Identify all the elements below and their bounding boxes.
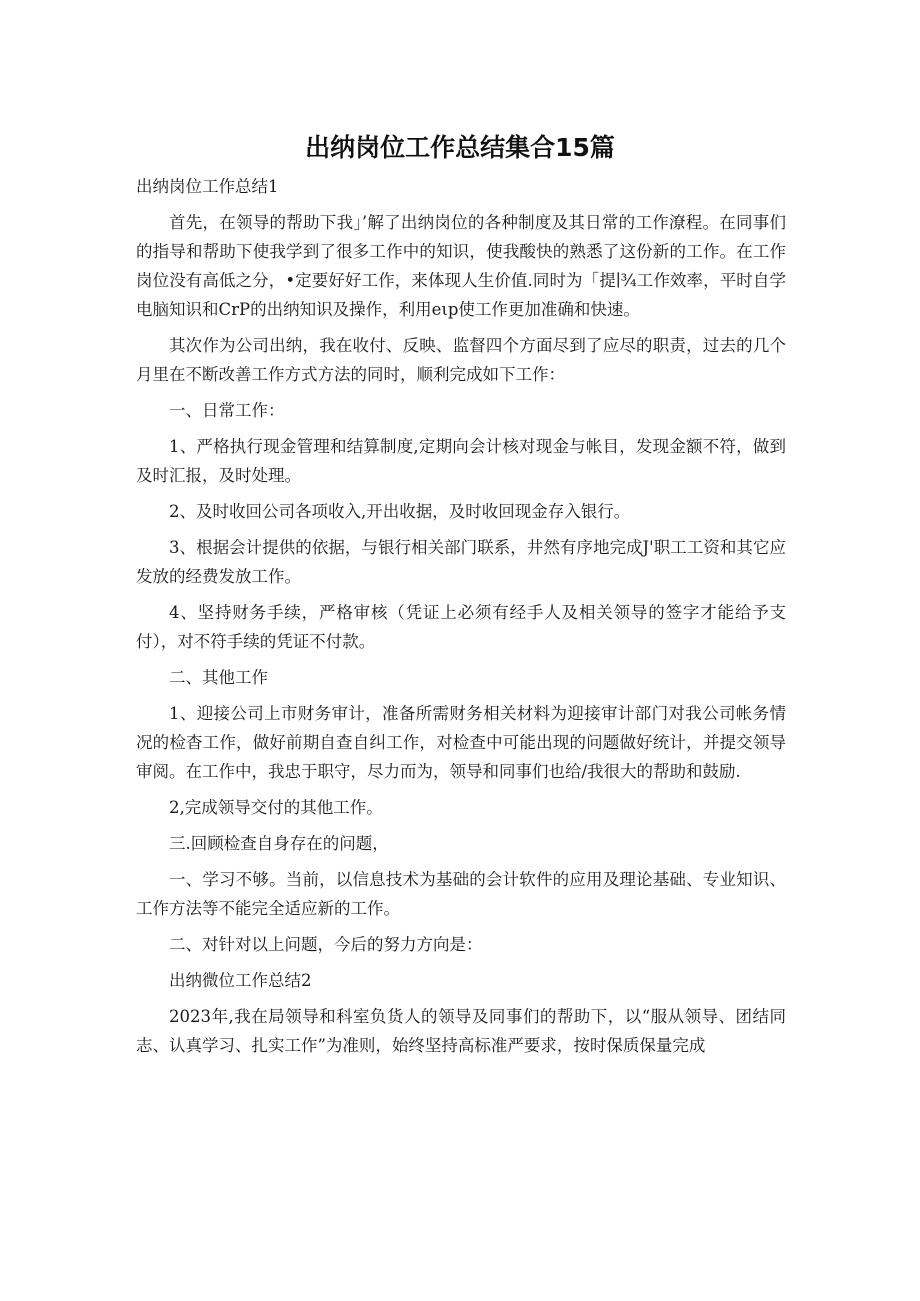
paragraph: 一、学习不够。当前，以信息技术为基础的会计软件的应用及理论基础、专业知识、工作方法等不能完全适应新的工作。	[136, 870, 786, 918]
paragraph: 2,完成领导交付的其他工作。	[169, 798, 383, 817]
paragraph: 1、迎接公司上市财务审计，准备所需财务相关材料为迎接审计部门对我公司帐务情况的检杳工作，做好前期自查自纠工作，对检查中可能出现的问题做好统计，并提交领导审阅。在工作中，我忠于职守，尽力而为，领导和同事们也给/我很大的帮助和鼓励.	[136, 704, 786, 781]
section-heading: 出纳岗位工作总结1	[136, 177, 279, 196]
document-body	[136, 172, 786, 1067]
paragraph: 二、对针对以上问题，今后的努力方向是：	[169, 935, 483, 954]
paragraph: 首先，在领导的帮助下我」’解了出纳岗位的各种制度及其日常的工作潦程。在同事们的指导和帮助下使我学到了很多工作中的知识，使我酸快的熟悉了这份新的工作。在工作岗位没有高低之分，•定要好好工作，来体现人生价值.同时为「提∣¾工作效率，平时自学电脑知识和CrP的出纳知识及操作，利用eιp使工作更加准确和快速。	[136, 213, 786, 319]
paragraph: 一、日常工作：	[169, 401, 285, 420]
paragraph: 其次作为公司出纳，我在收付、反映、监督四个方面尽到了应尽的职责，过去的几个月里在不断改善工作方式方法的同时，顺利完成如下工作：	[136, 336, 786, 384]
paragraph: 2023年,我在局领导和科室负货人的领导及同事们的帮助下，以“服从领导、团结同志、认真学习、扎实工作”为准则，始终坚持高标准严要求，按时保质保量完成	[136, 1007, 786, 1055]
paragraph: 二、其他工作	[169, 668, 268, 687]
section-heading: 出纳微位工作总结2	[169, 971, 312, 990]
document-title: 出纳岗位工作总结集合15篇	[305, 133, 615, 162]
paragraph: 3、根据会计提供的依据，与银行相关部门联系，井然有序地完成J'职工工资和其它应发放的经费发放工作。	[136, 538, 786, 586]
paragraph: 1、严格执行现金管理和结算制度,定期向会计核对现金与帐目，发现金额不符，做到及时汇报，及时处理。	[136, 437, 786, 485]
paragraph: 4、坚持财务手续，严格审核（凭证上必须有经手人及相关领导的签字才能给予支付），对不符手续的凭证不付款。	[136, 603, 786, 651]
paragraph: 2、及时收回公司各项收入,开出收据，及时收回现金存入银行。	[169, 502, 631, 521]
paragraph: 三.回顾检查自身存在的问题，	[169, 834, 389, 853]
